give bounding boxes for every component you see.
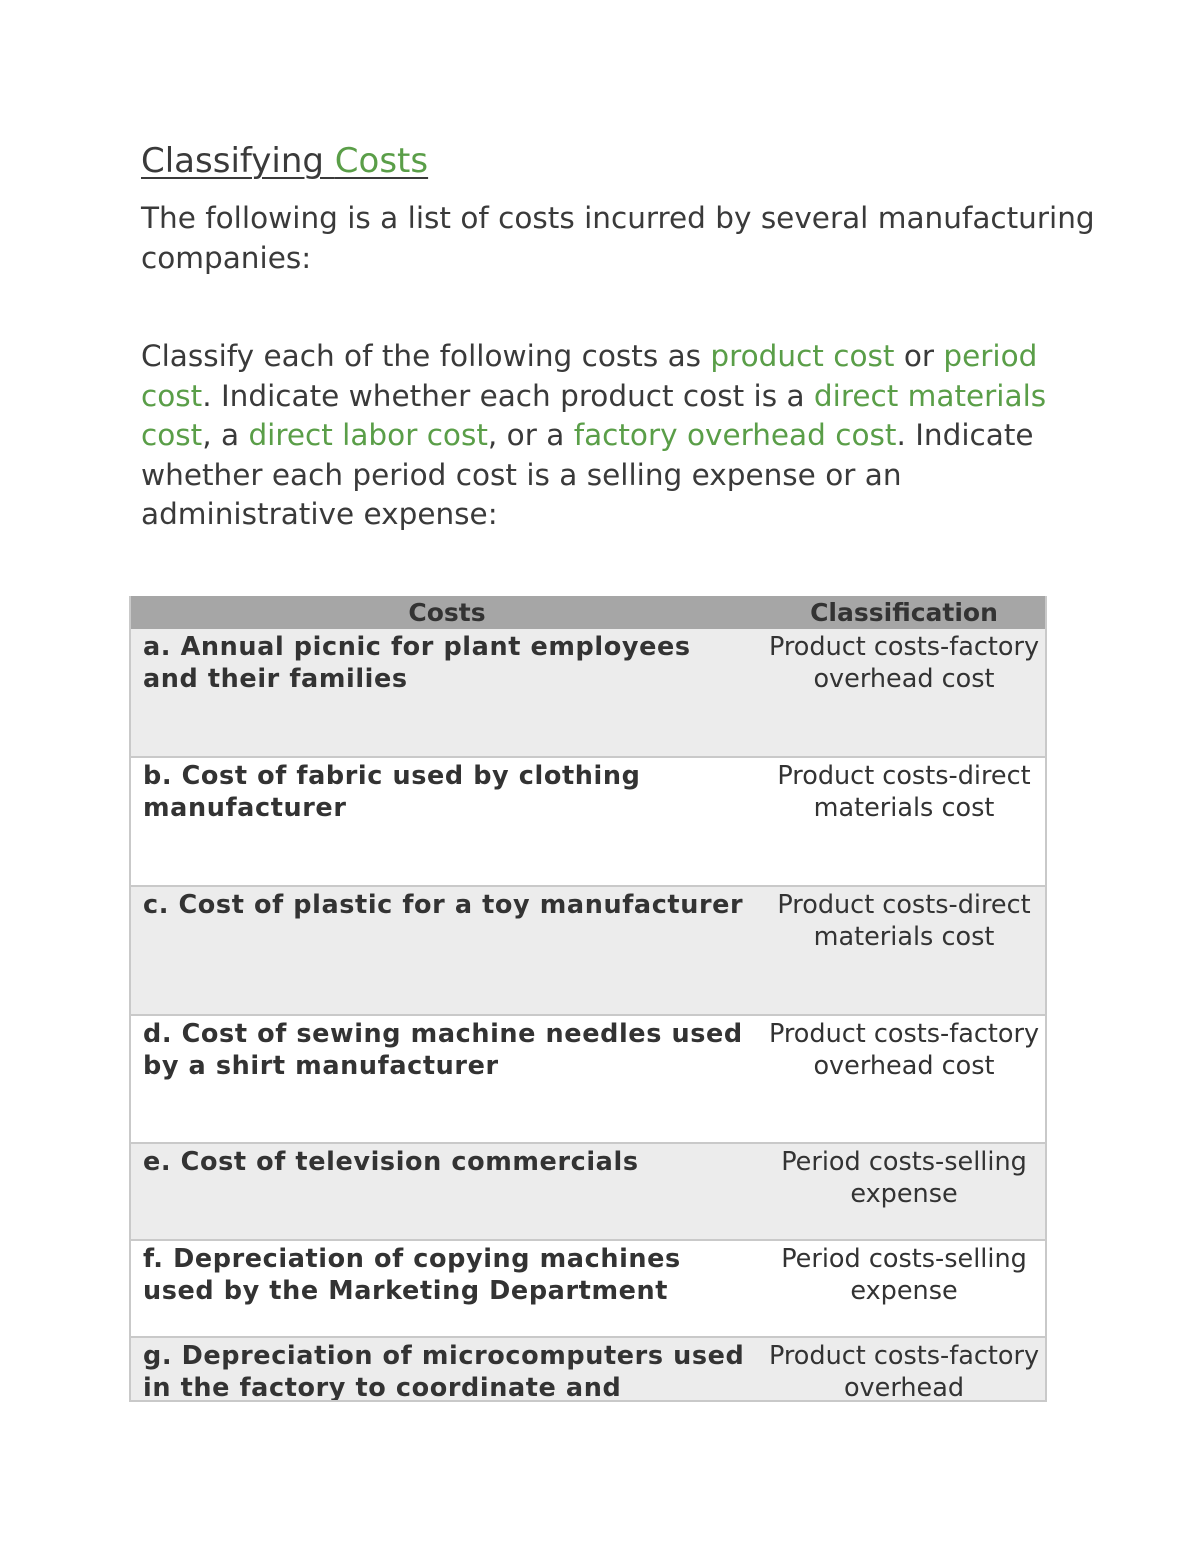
table-row bbox=[131, 1240, 1045, 1337]
table-row bbox=[131, 757, 1045, 886]
cost-cell: a. Annual picnic for plant employees and their families bbox=[131, 629, 763, 757]
classification-cell: Product costs-direct materials cost bbox=[763, 757, 1045, 886]
page-title bbox=[141, 138, 428, 184]
link-direct-labor-cost[interactable]: direct labor cost bbox=[248, 418, 488, 453]
table-row bbox=[131, 1143, 1045, 1240]
cost-classification-table bbox=[131, 596, 1045, 1402]
table-row bbox=[131, 886, 1045, 1015]
link-period-cost[interactable]: period cost bbox=[141, 339, 1038, 413]
cost-cell: b. Cost of fabric used by clothing manufacturer bbox=[131, 757, 763, 886]
classification-cell: Product costs-factory overhead cost bbox=[763, 1015, 1045, 1143]
cost-classification-table-container bbox=[129, 596, 1047, 1402]
cost-cell: d. Cost of sewing machine needles used by a shirt manufacturer bbox=[131, 1015, 763, 1143]
instructions-text-2: or bbox=[894, 339, 944, 373]
link-factory-overhead-cost[interactable]: factory overhead cost bbox=[573, 418, 897, 453]
instructions-paragraph bbox=[141, 337, 1061, 535]
header-classification: Classification bbox=[763, 596, 1045, 629]
instructions-text-1: Classify each of the following costs as bbox=[141, 339, 711, 373]
table-row bbox=[131, 1337, 1045, 1402]
table-header-row bbox=[131, 596, 1045, 629]
header-costs: Costs bbox=[131, 596, 763, 629]
instructions-text-6: . Indicate whether each period cost is a selling expense or an administrative expense: bbox=[141, 418, 1034, 532]
classification-cell: Period costs-selling expense bbox=[763, 1240, 1045, 1337]
cost-cell: g. Depreciation of microcomputers used in the factory to coordinate and bbox=[131, 1337, 763, 1402]
classification-cell: Period costs-selling expense bbox=[763, 1143, 1045, 1240]
classification-cell: Product costs-direct materials cost bbox=[763, 886, 1045, 1015]
instructions-text-3: . Indicate whether each product cost is a bbox=[202, 378, 814, 413]
classification-cell: Product costs-factory overhead bbox=[763, 1337, 1045, 1402]
instructions-text-5: , or a bbox=[487, 418, 574, 453]
title-text: Classifying bbox=[141, 141, 335, 181]
table-row bbox=[131, 1015, 1045, 1143]
cost-cell: e. Cost of television commercials bbox=[131, 1143, 763, 1240]
link-product-cost[interactable]: product cost bbox=[710, 339, 895, 373]
title-keyword-costs[interactable]: Costs bbox=[334, 141, 429, 181]
classification-cell: Product costs-factory overhead cost bbox=[763, 629, 1045, 757]
table-row bbox=[131, 629, 1045, 757]
instructions-text-4: , a bbox=[202, 418, 249, 453]
cost-cell: f. Depreciation of copying machines used by the Marketing Department bbox=[131, 1240, 763, 1337]
link-direct-materials-cost[interactable]: direct materials cost bbox=[141, 378, 1047, 453]
cost-cell: c. Cost of plastic for a toy manufacturer bbox=[131, 886, 763, 1015]
intro-paragraph: The following is a list of costs incurred by several manufacturing companies: bbox=[141, 201, 1095, 275]
